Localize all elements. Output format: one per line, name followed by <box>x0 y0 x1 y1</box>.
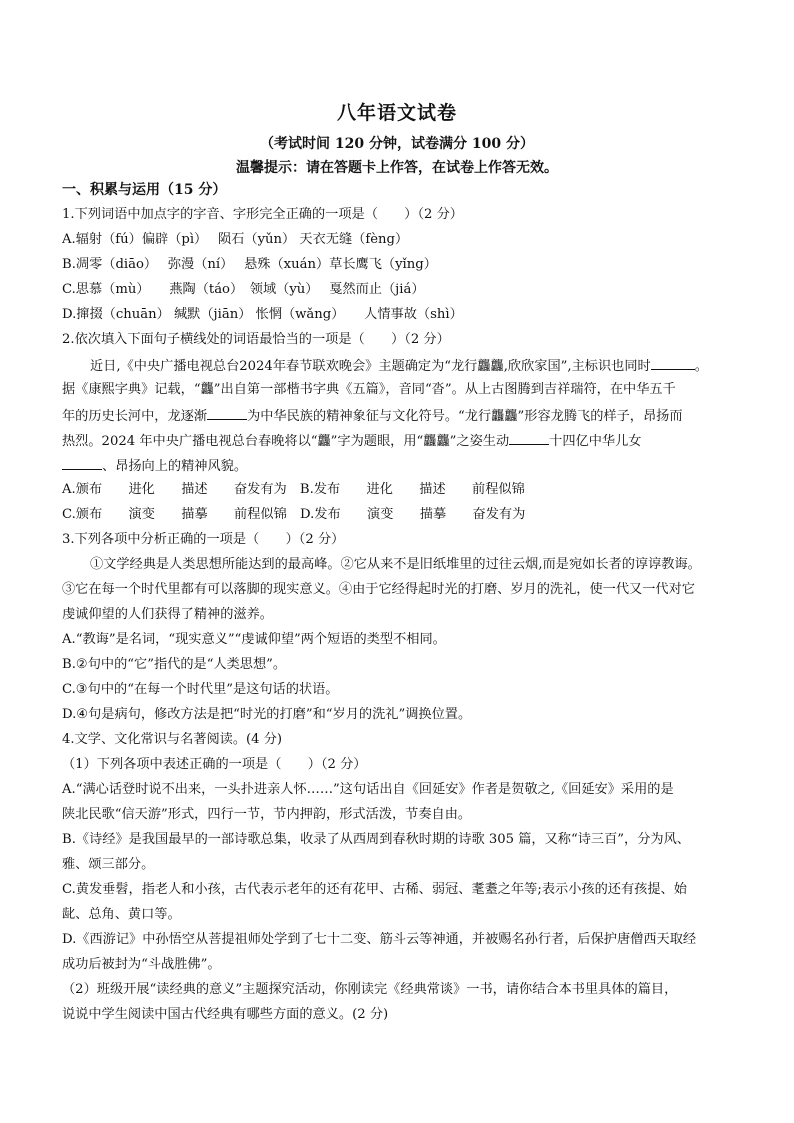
q4-option-b-line-1: B.《诗经》是我国最早的一部诗歌总集，收录了从西周到春秋时期的诗歌 305 篇，又称“诗三百”，分为风、 <box>62 832 690 847</box>
answer-blank <box>509 431 549 445</box>
section-title: 一、积累与运用（15 分） <box>62 182 227 198</box>
exam-title: 八年语文试卷 <box>336 102 457 124</box>
q3-option-d: D.④句是病句，修改方法是把“时光的打磨”和“岁月的洗礼”调换位置。 <box>62 707 472 722</box>
answer-blank <box>651 356 695 370</box>
q1-option-d: D.撺掇（chuān） 缄默（jiān） 怅惘（wǎng） 人情事故（shì） <box>62 307 463 322</box>
q1-option-c: C.思慕（mù） 燕陶（táo） 领域（yù） 戛然而止（jiá） <box>62 282 425 297</box>
q1-option-a: A.辐射（fú）偏辟（pì） 陨石（yǔn） 天衣无缝（fèng） <box>62 232 409 247</box>
q4-option-d-line-1: D.《西游记》中孙悟空从菩提祖师处学到了七十二变、筋斗云等神通，并被赐名孙行者，后保护唐僧西天取经 <box>62 932 697 947</box>
warm-tip: 温馨提示：请在答题卡上作答，在试卷上作答无效。 <box>236 160 558 176</box>
q4-sub-2-line-2: 说说中学生阅读中国古代经典有哪些方面的意义。(2 分) <box>62 1007 389 1022</box>
q4-option-c-line-1: C.黄发垂髫，指老人和小孩，古代表示老年的还有花甲、古稀、弱冠、耄耋之年等;表示小孩的还有孩提、始 <box>62 882 687 897</box>
exam-time-note: （考试时间 120 分钟，试卷满分 100 分） <box>260 136 534 152</box>
question-1-stem: 1.下列词语中加点字的字音、字形完全正确的一项是（ ）（2 分） <box>62 207 463 222</box>
q4-option-d-line-2: 成功后被封为“斗战胜佛”。 <box>62 957 221 972</box>
q2-passage-line-5: 、昂扬向上的精神风貌。 <box>62 456 752 476</box>
q2-passage-line-1: 近日,《中央广播电视总台2024年春节联欢晚会》主题确定为“龙行龘龘,欣欣家国”,主标识也同时 。 <box>90 356 752 376</box>
q2-options-row-1: A.颁布 进化 描述 奋发有为 B.发布 进化 描述 前程似锦 <box>62 482 525 497</box>
question-4-stem: 4.文学、文化常识与名著阅读。(4 分) <box>62 732 283 747</box>
q3-option-a: A.“教诲”是名词，“现实意义”“虔诚仰望”两个短语的类型不相同。 <box>62 632 446 647</box>
question-3-stem: 3.下列各项中分析正确的一项是（ ）（2 分） <box>62 532 345 547</box>
q3-option-c: C.③句中的“在每一个时代里”是这句话的状语。 <box>62 682 339 697</box>
question-2-stem: 2.依次填入下面句子横线处的词语最恰当的一项是（ ）（2 分） <box>62 332 450 347</box>
q2-passage-line-3: 年的历史长河中，龙逐渐 为中华民族的精神象征与文化符号。“龙行龘龘”形容龙腾飞的样子，昂扬而 <box>62 406 752 426</box>
q4-sub-1-stem: （1）下列各项中表述正确的一项是（ ）（2 分） <box>62 757 367 772</box>
q3-passage-line-2: ③它在每一个时代里都有可以落脚的现实意义。④由于它经得起时光的打磨、岁月的洗礼，使一代又一代对它 <box>62 582 695 597</box>
q4-option-b-line-2: 雅、颂三部分。 <box>62 857 155 872</box>
answer-blank <box>207 406 247 420</box>
q4-sub-2-line-1: （2）班级开展“读经典的意义”主题探究活动，你刚读完《经典常谈》一书，请你结合本书里具体的篇目， <box>62 982 678 997</box>
q2-passage-line-4: 热烈。2024 年中央广播电视总台春晚将以“龘”字为题眼，用“龘龘”之姿生动 十四亿中华儿女 <box>62 431 752 451</box>
q3-passage-line-3: 虔诚仰望的人们获得了精神的滋养。 <box>62 607 273 622</box>
q3-passage-line-1: ①文学经典是人类思想所能达到的最高峰。②它从来不是旧纸堆里的过往云烟,而是宛如长者的谆谆教诲。 <box>90 557 701 572</box>
q4-option-a-line-1: A.“满心话登时说不出来，一头扑进亲人怀……”这句话出自《回延安》作者是贺敬之,《回延安》采用的是 <box>62 782 674 797</box>
q4-option-a-line-2: 陕北民歌“信天游”形式，四行一节，节内押韵，形式活泼，节奏自由。 <box>62 807 472 822</box>
answer-blank <box>62 456 102 470</box>
q3-option-b: B.②句中的“它”指代的是“人类思想”。 <box>62 657 287 672</box>
q4-option-c-line-2: 龀、总角、黄口等。 <box>62 907 181 922</box>
q2-passage-line-2: 据《康熙字典》记载，“龘”出自第一部楷书字典《五篇》，音同“沓”。从上古图腾到吉祥瑞符，在中华五千 <box>62 382 676 397</box>
q1-option-b: B.凋零（diāo） 弥漫（ní） 悬殊（xuán）草长鹰飞（yǐng） <box>62 257 437 272</box>
q2-options-row-2: C.颁布 演变 描摹 前程似锦 D.发布 演变 描摹 奋发有为 <box>62 507 526 522</box>
